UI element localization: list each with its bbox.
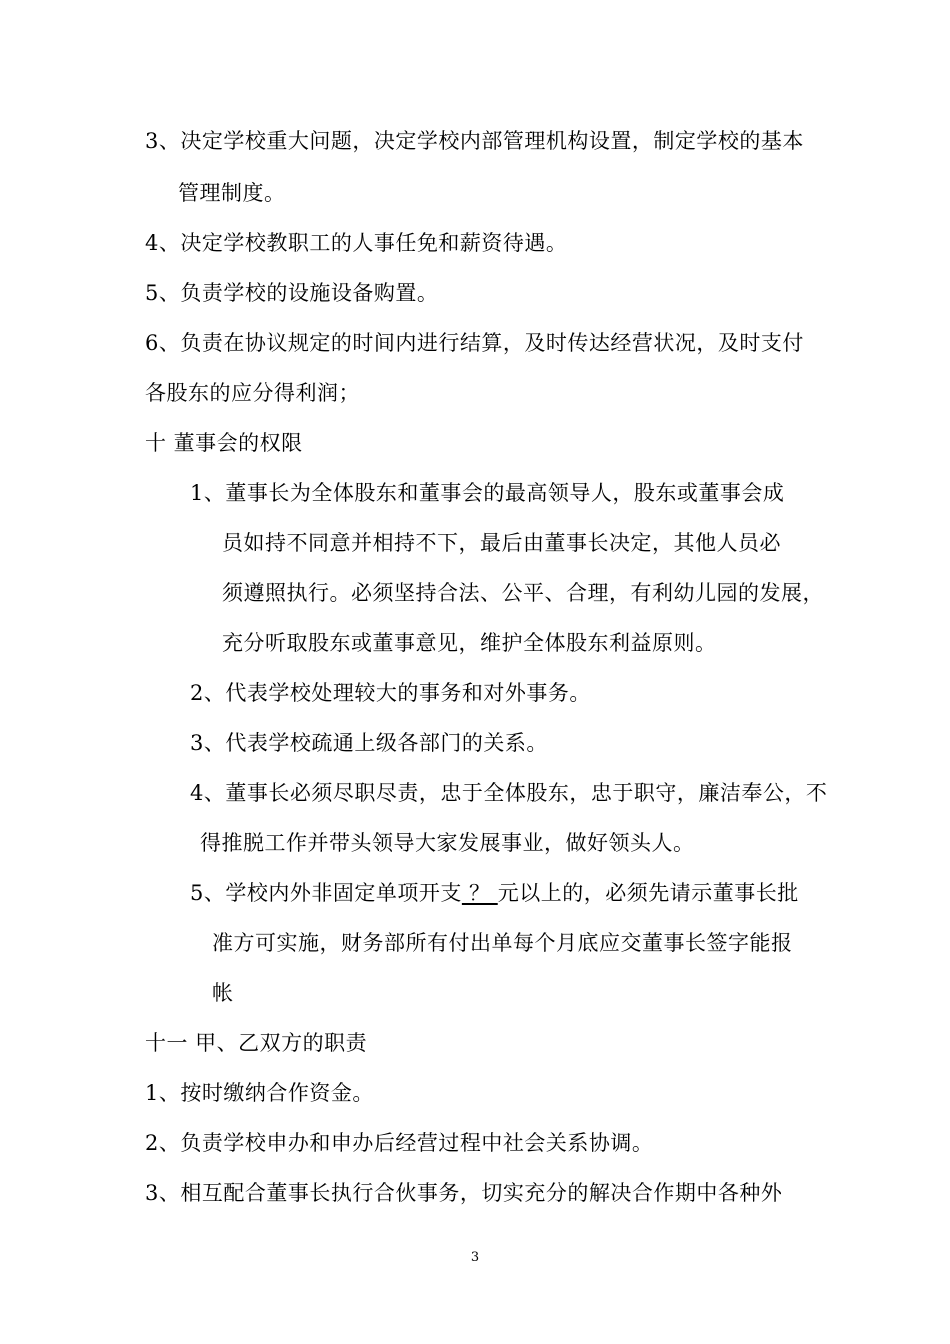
text-line-item-5 [190, 880, 799, 906]
section-heading: 十一 甲、乙双方的职责 [145, 1031, 368, 1055]
page-number: 3 [470, 1250, 480, 1265]
text-line: 得推脱工作并带头领导大家发展事业，做好领头人。 [200, 831, 695, 855]
text-line: 1、董事长为全体股东和董事会的最高领导人，股东或董事会成 [190, 481, 785, 505]
item-5-text: 5、学校内外非固定单项开支 [190, 881, 462, 905]
text-line: 4、董事长必须尽职尽责，忠于全体股东，忠于职守，廉洁奉公，不 [190, 781, 828, 805]
text-line: 管理制度。 [178, 181, 286, 205]
text-line: 6、负责在协议规定的时间内进行结算，及时传达经营状况，及时支付 [145, 331, 804, 355]
text-line: 3、代表学校疏通上级各部门的关系。 [190, 731, 548, 755]
amount-blank: ？ [461, 881, 498, 905]
text-line: 准方可实施，财务部所有付出单每个月底应交董事长签字能报 [212, 931, 793, 955]
item-5-text-continued: 元以上的，必须先请示董事长批 [497, 881, 799, 905]
text-line: 1、按时缴纳合作资金。 [145, 1081, 374, 1105]
section-heading: 十 董事会的权限 [145, 431, 303, 455]
text-line: 充分听取股东或董事意见，维护全体股东利益原则。 [222, 631, 717, 655]
text-line: 2、负责学校申办和申办后经营过程中社会关系协调。 [145, 1131, 654, 1155]
text-line: 4、决定学校教职工的人事任免和薪资待遇。 [145, 231, 568, 255]
text-line: 5、负责学校的设施设备购置。 [145, 281, 439, 305]
text-line: 各股东的应分得利润； [145, 381, 360, 405]
text-line: 员如持不同意并相持不下，最后由董事长决定，其他人员必 [222, 531, 781, 555]
text-line: 2、代表学校处理较大的事务和对外事务。 [190, 681, 591, 705]
text-line: 3、相互配合董事长执行合伙事务，切实充分的解决合作期中各种外 [145, 1181, 783, 1205]
text-line: 帐 [212, 981, 234, 1005]
text-line: 3、决定学校重大问题，决定学校内部管理机构设置，制定学校的基本 [145, 129, 804, 153]
text-line: 须遵照执行。必须坚持合法、公平、合理，有利幼儿园的发展， [222, 581, 824, 605]
